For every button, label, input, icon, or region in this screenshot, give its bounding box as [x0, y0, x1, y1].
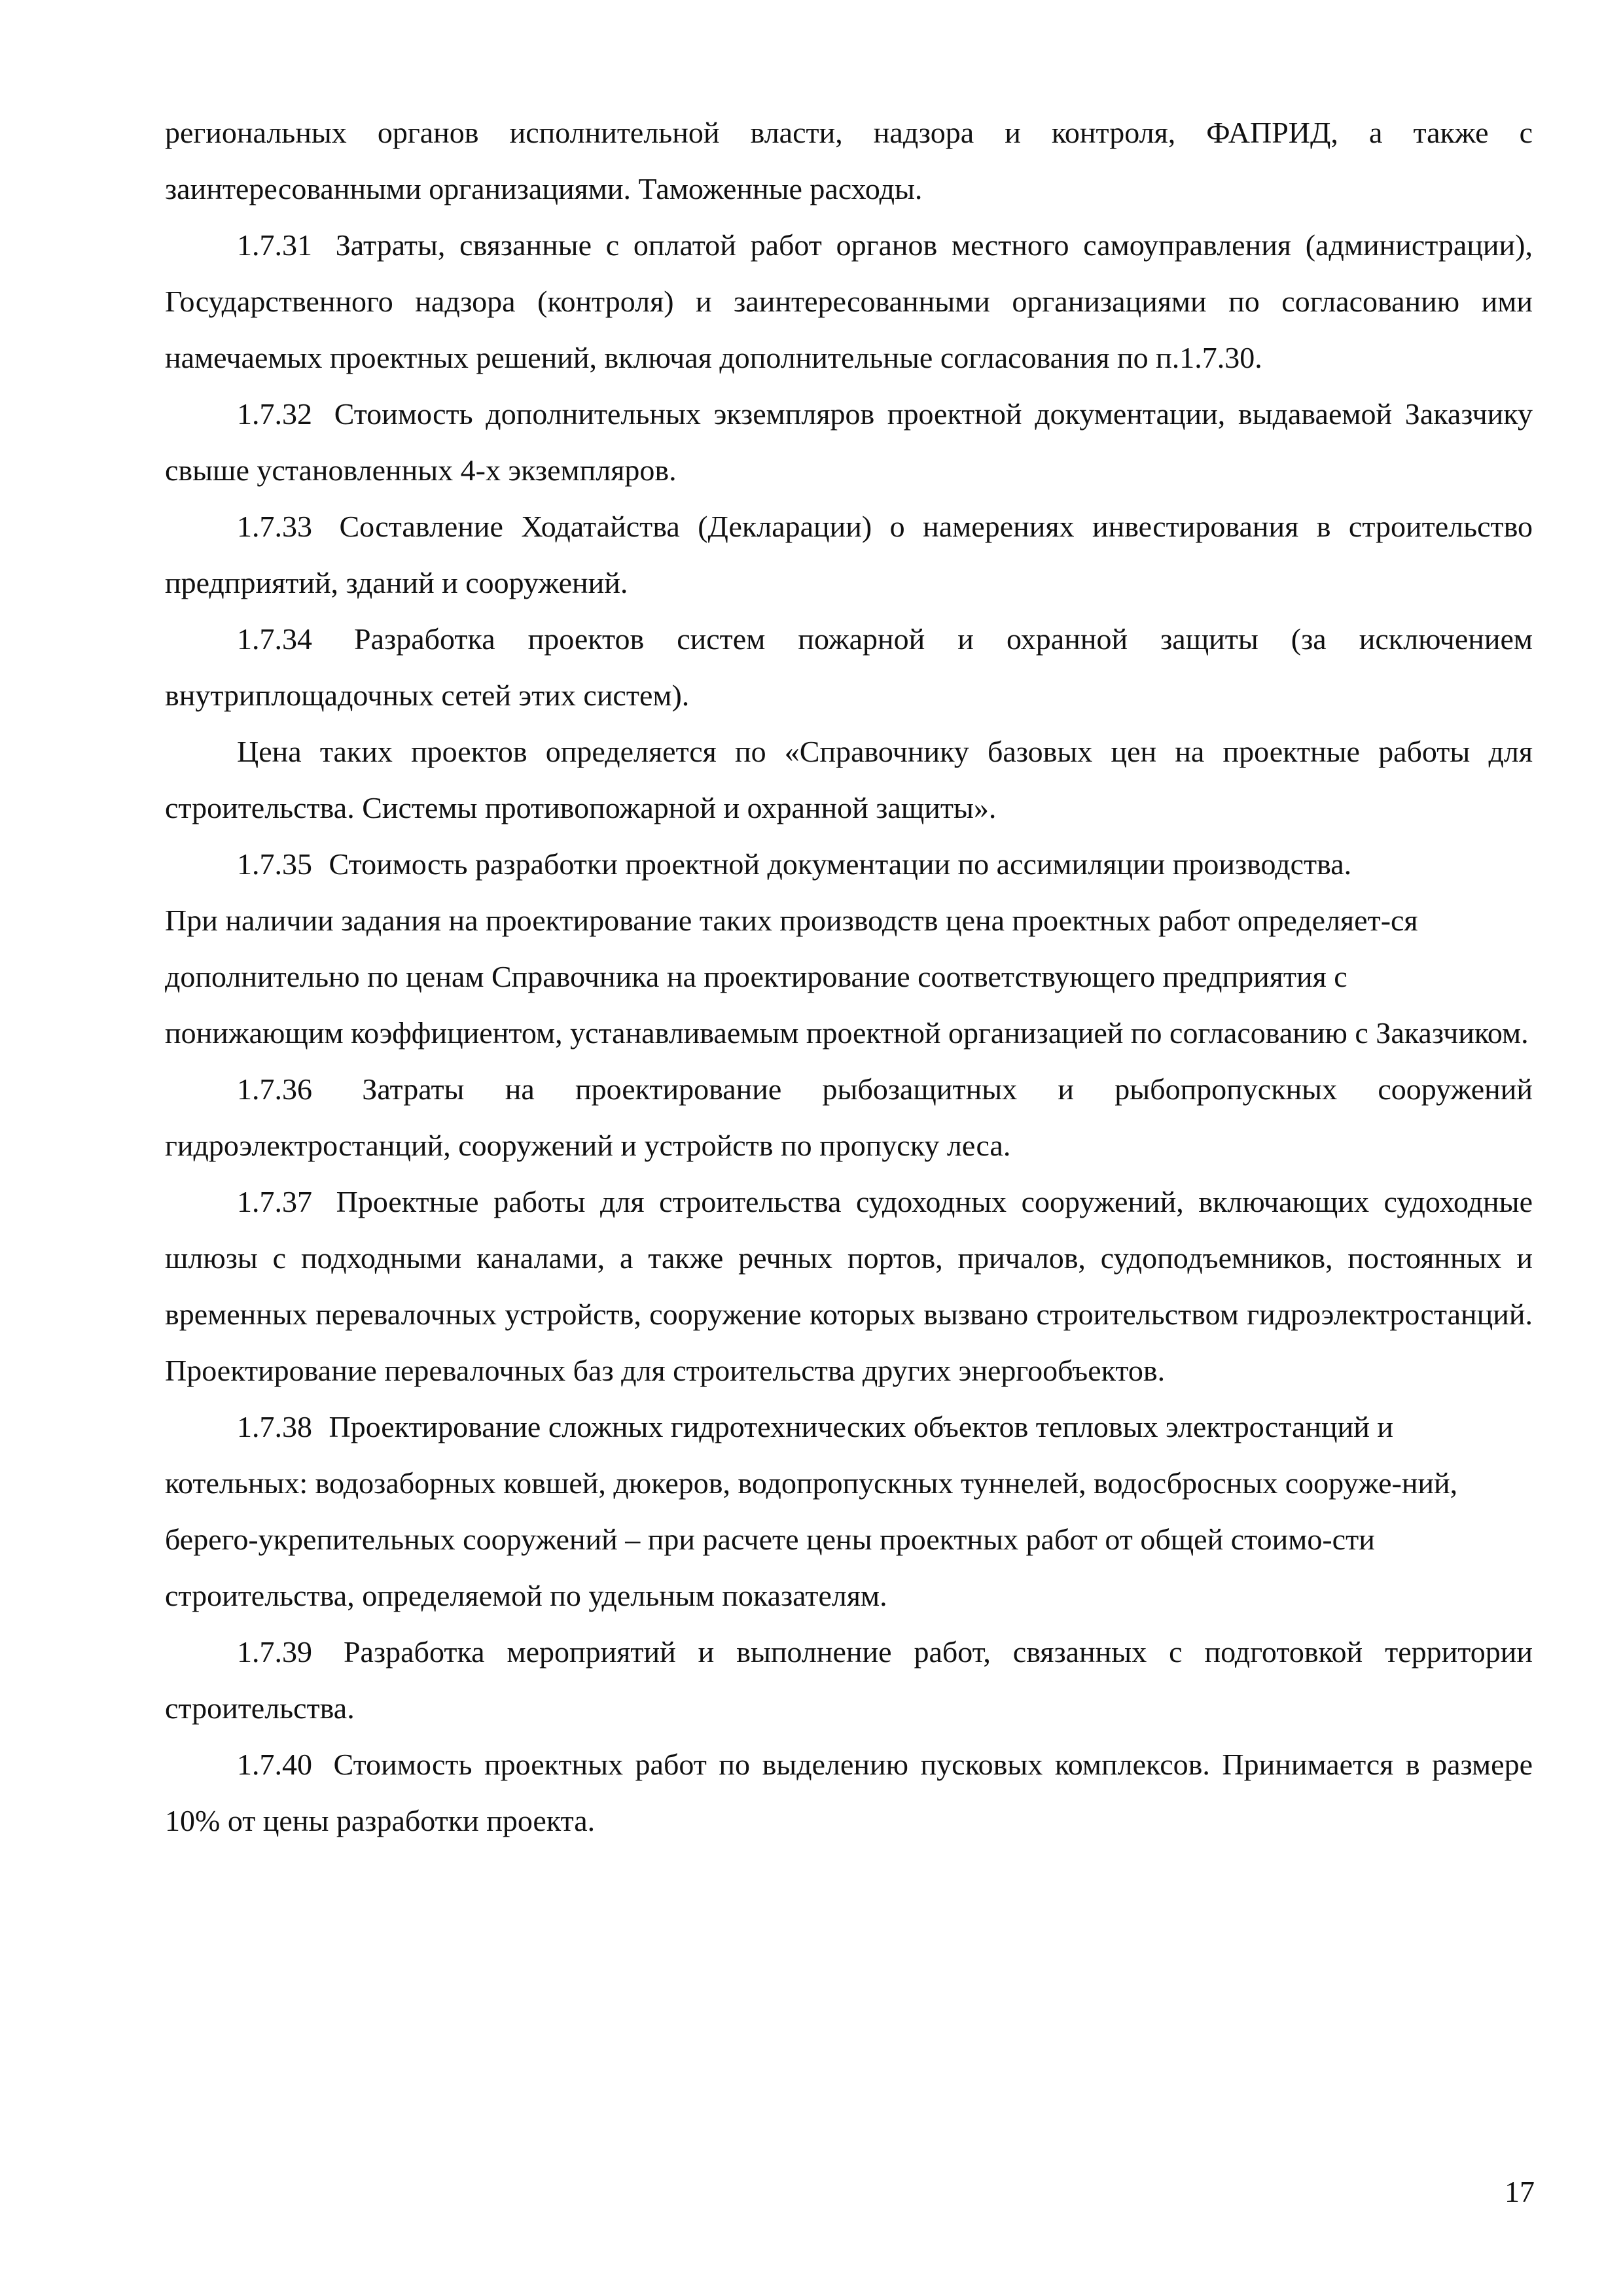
paragraph-number: 1.7.33 — [237, 510, 312, 543]
paragraph-assimilation-note — [165, 892, 1533, 1061]
paragraph-text: Стоимость дополнительных экземпляров проектной документации, выдаваемой Заказчику свыше установленных 4-х экземпляров. — [165, 397, 1533, 487]
page-body — [165, 105, 1533, 1849]
paragraph-number: 1.7.35 — [237, 847, 312, 881]
paragraph-text: Проектные работы для строительства судоходных сооружений, включающих судоходные шлюзы с подходными каналами, а также речных портов, причалов, судоподъемников, постоянных и временных перевалочных устройств, сооружение которых вызвано строительством гидроэлектростанций. Проектирование перевалочных баз для строительства других энергообъектов. — [165, 1185, 1533, 1387]
paragraph-continuation — [165, 105, 1533, 217]
paragraph-number: 1.7.36 — [237, 1072, 312, 1106]
paragraph-text: Затраты на проектирование рыбозащитных и рыбопропускных сооружений гидроэлектростанций, сооружений и устройств по пропуску леса. — [165, 1072, 1533, 1162]
paragraph-1-7-34 — [165, 611, 1533, 724]
paragraph-1-7-39 — [165, 1624, 1533, 1737]
paragraph-text: Проектирование сложных гидротехнических объектов тепловых электростанций и котельных: водозаборных ковшей, дюкеров, водопропускных туннелей, водосбросных сооруже-ний, берего-укрепительных сооружений – при расчете цены проектных работ от общей стоимо-сти строительства, определяемой по удельным показателям. — [165, 1410, 1458, 1612]
paragraph-1-7-32 — [165, 386, 1533, 499]
paragraph-1-7-40 — [165, 1737, 1533, 1849]
paragraph-1-7-31 — [165, 217, 1533, 386]
paragraph-1-7-33 — [165, 499, 1533, 611]
paragraph-text: Разработка мероприятий и выполнение работ, связанных с подготовкой территории строительства. — [165, 1635, 1533, 1725]
paragraph-text: региональных органов исполнительной власти, надзора и контроля, ФАПРИД, а также с заинтересованными организациями. Таможенные расходы. — [165, 116, 1533, 205]
paragraph-number: 1.7.37 — [237, 1185, 312, 1218]
paragraph-1-7-37 — [165, 1174, 1533, 1399]
paragraph-text: Составление Ходатайства (Декларации) о намерениях инвестирования в строительство предприятий, зданий и сооружений. — [165, 510, 1533, 599]
paragraph-text: Цена таких проектов определяется по «Справочнику базовых цен на проектные работы для строительства. Системы противопожарной и охранной защиты». — [165, 735, 1533, 824]
paragraph-text: Затраты, связанные с оплатой работ органов местного самоуправления (администрации), Государственного надзора (контроля) и заинтересованными организациями по согласованию ими намечаемых проектных решений, включая дополнительные согласования по п.1.7.30. — [165, 228, 1533, 374]
paragraph-text: Стоимость разработки проектной документации по ассимиляции производства. — [329, 847, 1352, 881]
paragraph-number: 1.7.31 — [237, 228, 312, 262]
paragraph-price-note — [165, 724, 1533, 836]
page-number: 17 — [1505, 2175, 1535, 2208]
paragraph-text: Разработка проектов систем пожарной и охранной защиты (за исключением внутриплощадочных сетей этих систем). — [165, 622, 1533, 712]
paragraph-1-7-36 — [165, 1061, 1533, 1174]
paragraph-number: 1.7.34 — [237, 622, 312, 656]
paragraph-number: 1.7.38 — [237, 1410, 312, 1443]
paragraph-number: 1.7.40 — [237, 1748, 312, 1781]
paragraph-1-7-35 — [165, 836, 1533, 892]
paragraph-number: 1.7.32 — [237, 397, 312, 431]
paragraph-text: При наличии задания на проектирование таких производств цена проектных работ определяет-ся дополнительно по ценам Справочника на проектирование соответствующего предприятия с понижающим коэффициентом, устанавливаемым проектной организацией по согласованию с Заказчиком. — [165, 904, 1529, 1050]
paragraph-number: 1.7.39 — [237, 1635, 312, 1669]
paragraph-1-7-38 — [165, 1399, 1533, 1624]
paragraph-text: Стоимость проектных работ по выделению пусковых комплексов. Принимается в размере 10% от цены разработки проекта. — [165, 1748, 1533, 1837]
